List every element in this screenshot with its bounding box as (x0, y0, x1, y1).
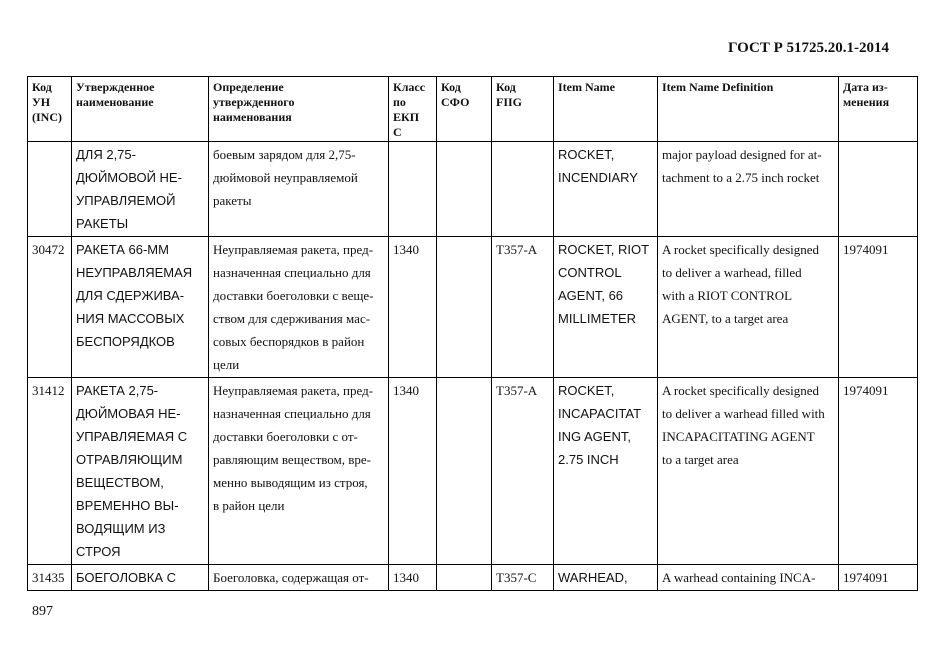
col-item-def-header (658, 77, 839, 142)
cell-item-def-line: tachment to a 2.75 inch rocket (662, 170, 820, 185)
cell-item-name-line: ROCKET, RIOT (558, 242, 650, 257)
cell-definition-line: доставки боеголовки с от- (213, 429, 358, 444)
cell-definition-line: ракеты (213, 193, 252, 208)
header-text: Дата из- (843, 80, 888, 94)
cell-item-name-line: CONTROL (558, 265, 622, 280)
cell-approved-name-line: ВЕЩЕСТВОМ, (76, 475, 164, 490)
cell-item-name (554, 237, 658, 378)
page-number: 897 (32, 604, 53, 619)
table-header (28, 77, 918, 142)
cell-approved-name-line: НИЯ МАССОВЫХ (76, 311, 185, 326)
header-text: С (393, 125, 402, 139)
col-class-header (389, 77, 437, 142)
cell-fiig: T357-A (492, 237, 554, 378)
cell-approved-name-line: РАКЕТА 66-ММ (76, 242, 169, 257)
cell-definition-line: назначенная специально для (213, 265, 371, 280)
cell-item-def-line: A rocket specifically designed (662, 242, 820, 257)
cell-approved-name-line: РАКЕТА 2,75- (76, 383, 159, 398)
cell-item-name-line: 2.75 INCH (558, 452, 619, 467)
cell-approved-name (72, 237, 209, 378)
header-text: Код (441, 80, 461, 94)
cell-item-def-line: with a RIOT CONTROL (662, 288, 793, 303)
cell-item-def-line: INCAPACITATING AGENT (662, 429, 815, 444)
cell-item-def (658, 378, 839, 565)
cell-approved-name-line: ДЛЯ 2,75- (76, 147, 136, 162)
cell-date: 1974091 (839, 237, 918, 378)
cell-item-name-line: AGENT, 66 (558, 288, 624, 303)
cell-definition-line: в район цели (213, 498, 285, 513)
cell-item-def-line: to deliver a warhead, filled (662, 265, 802, 280)
cell-definition-line: доставки боеголовки с веще- (213, 288, 374, 303)
cell-approved-name-line: БЕСПОРЯДКОВ (76, 334, 175, 349)
cell-approved-name-line: ДЮЙМОВОЙ НЕ- (76, 170, 182, 185)
cell-definition-line: боевым зарядом для 2,75- (213, 147, 356, 162)
cell-approved-name-line: СТРОЯ (76, 544, 121, 559)
col-fiig-header (492, 77, 554, 142)
table-body (28, 142, 918, 591)
header-text: Определение (213, 80, 284, 94)
cell-definition-line: дюймовой неуправляемой (213, 170, 358, 185)
header-text: Класс (393, 80, 426, 94)
cell-approved-name-line: УПРАВЛЯЕМОЙ (76, 193, 176, 208)
cell-class (389, 142, 437, 237)
header-text: (INC) (32, 110, 62, 124)
cell-definition (209, 565, 389, 591)
cell-sfo (437, 378, 492, 565)
cell-definition-line: Боеголовка, содержащая от- (213, 570, 369, 585)
header-text: Код (32, 80, 52, 94)
cell-item-name-line: INCENDIARY (558, 170, 638, 185)
header-text: Утвержденное (76, 80, 155, 94)
cell-fiig: T357-C (492, 565, 554, 591)
col-date-header (839, 77, 918, 142)
items-table (27, 76, 918, 591)
table-row (28, 237, 918, 378)
header-text: утвержденного (213, 95, 295, 109)
cell-item-name-line: MILLIMETER (558, 311, 637, 326)
header-text: FIIG (496, 95, 523, 109)
cell-definition-line: равляющим веществом, вре- (213, 452, 372, 467)
cell-fiig (492, 142, 554, 237)
standard-title: ГОСТ Р 51725.20.1-2014 (727, 40, 889, 56)
cell-definition-line: ством для сдерживания мас- (213, 311, 371, 326)
cell-definition (209, 378, 389, 565)
cell-inc: 30472 (28, 237, 72, 378)
cell-definition-line: Неуправляемая ракета, пред- (213, 383, 374, 398)
cell-date: 1974091 (839, 565, 918, 591)
header-text: Item Name Definition (662, 80, 774, 94)
cell-approved-name-line: НЕУПРАВЛЯЕМАЯ (76, 265, 193, 280)
cell-item-name (554, 378, 658, 565)
cell-approved-name-line: УПРАВЛЯЕМАЯ С (76, 429, 188, 444)
cell-item-def (658, 237, 839, 378)
header-text: Item Name (558, 80, 615, 94)
cell-inc: 31435 (28, 565, 72, 591)
cell-class: 1340 (389, 237, 437, 378)
cell-sfo (437, 142, 492, 237)
cell-inc (28, 142, 72, 237)
cell-item-def-line: major payload designed for at- (662, 147, 822, 162)
cell-item-name-line: ING AGENT, (558, 429, 631, 444)
cell-sfo (437, 237, 492, 378)
cell-approved-name (72, 142, 209, 237)
cell-item-name-line: ROCKET, (558, 383, 615, 398)
cell-class: 1340 (389, 565, 437, 591)
cell-item-name-line: ROCKET, (558, 147, 615, 162)
col-sfo-header (437, 77, 492, 142)
cell-date (839, 142, 918, 237)
cell-definition (209, 237, 389, 378)
header-text: по (393, 95, 406, 109)
cell-fiig: T357-A (492, 378, 554, 565)
cell-item-def (658, 565, 839, 591)
cell-class: 1340 (389, 378, 437, 565)
cell-item-name-line: WARHEAD, (558, 570, 628, 585)
cell-item-name (554, 565, 658, 591)
cell-approved-name-line: ОТРАВЛЯЮЩИМ (76, 452, 183, 467)
table-row (28, 378, 918, 565)
cell-item-def-line: AGENT, to a target area (662, 311, 789, 326)
cell-item-def-line: to a target area (662, 452, 739, 467)
cell-definition-line: совых беспорядков в район (213, 334, 365, 349)
cell-item-def-line: A rocket specifically designed (662, 383, 820, 398)
header-row (28, 77, 918, 142)
cell-approved-name (72, 378, 209, 565)
cell-approved-name-line: РАКЕТЫ (76, 216, 129, 231)
table-row (28, 565, 918, 591)
cell-inc: 31412 (28, 378, 72, 565)
cell-item-name (554, 142, 658, 237)
cell-approved-name-line: ВРЕМЕННО ВЫ- (76, 498, 179, 513)
header-text: менения (843, 95, 890, 109)
header-text: Код (496, 80, 516, 94)
cell-approved-name-line: ДЮЙМОВАЯ НЕ- (76, 406, 181, 421)
col-item-name-header (554, 77, 658, 142)
cell-definition-line: назначенная специально для (213, 406, 371, 421)
cell-approved-name-line: ВОДЯЩИМ ИЗ (76, 521, 166, 536)
cell-sfo (437, 565, 492, 591)
header-text: наименование (76, 95, 154, 109)
col-inc-header (28, 77, 72, 142)
cell-approved-name-line: БОЕГОЛОВКА С (76, 570, 177, 585)
cell-item-def-line: to deliver a warhead filled with (662, 406, 825, 421)
cell-item-def (658, 142, 839, 237)
col-definition-header (209, 77, 389, 142)
header-text: наименования (213, 110, 292, 124)
header-text: ЕКП (393, 110, 420, 124)
cell-approved-name-line: ДЛЯ СДЕРЖИВА- (76, 288, 185, 303)
header-text: СФО (441, 95, 470, 109)
cell-definition-line: Неуправляемая ракета, пред- (213, 242, 374, 257)
col-approved-name-header (72, 77, 209, 142)
header-text: УН (32, 95, 51, 109)
table-row (28, 142, 918, 237)
cell-definition-line: менно выводящим из строя, (213, 475, 368, 490)
cell-item-name-line: INCAPACITAT (558, 406, 642, 421)
cell-approved-name (72, 565, 209, 591)
cell-item-def-line: A warhead containing INCA- (662, 570, 816, 585)
cell-definition-line: цели (213, 357, 240, 372)
cell-date: 1974091 (839, 378, 918, 565)
cell-definition (209, 142, 389, 237)
